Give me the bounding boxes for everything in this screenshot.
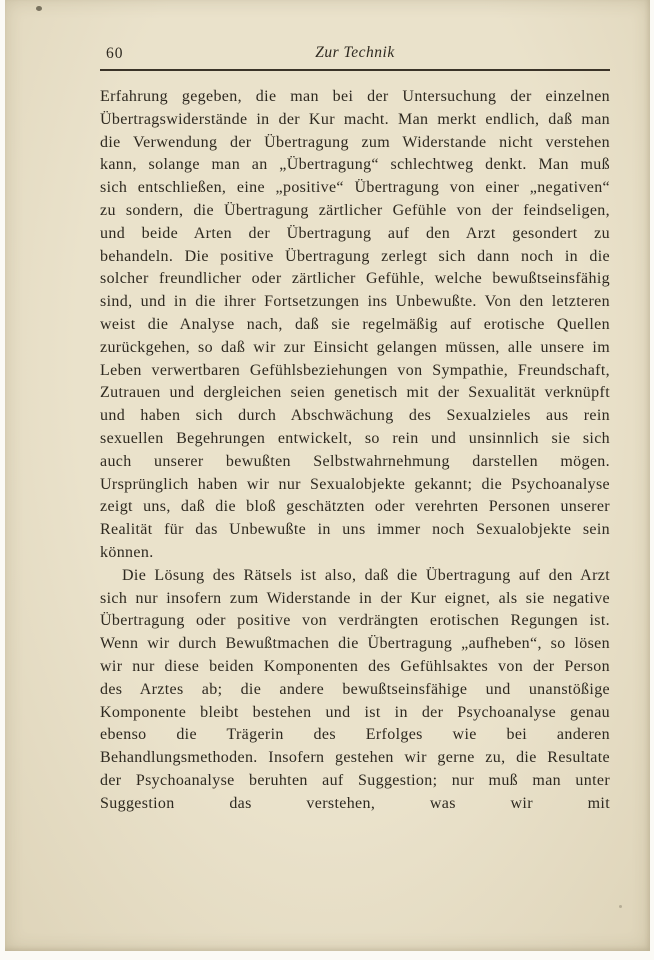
paragraph: Die Lösung des Rätsels ist also, daß die Übertragung auf den Arzt sich nur insofern zum Widerstande in der Kur eignet, als sie negative Übertragung oder positive von verdrängten erotischen Regungen ist. Wenn wir durch Bewußtmachen die Übertragung „aufheben“, so lösen wir nur diese beiden Komponenten des Gefühlsaktes von der Person des Arztes ab; die andere bewußtseinsfähige und unanstößige Komponente bleibt bestehen und ist in der Psychoanalyse genau ebenso die Trägerin des Erfolges wie bei anderen Behandlungsmethoden. Insofern gestehen wir gerne zu, die Resultate der Psychoanalyse beruhten auf Suggestion; nur muß man unter Suggestion das verstehen, was wir mit <box>100 566 610 812</box>
paragraph: Erfahrung gegeben, die man bei der Untersuchung der einzelnen Übertragswiderstände in der Kur macht. Man merkt endlich, daß man die Verwendung der Übertragung zum Widerstande nicht verstehen kann, solange man an „Übertragung“ schlechtweg denkt. Man muß sich entschließen, eine „positive“ Übertragung von einer „negativen“ zu sondern, die Übertragung zärtlicher Gefühle von der feindseligen, und beide Arten der Übertragung auf den Arzt gesondert zu behandeln. Die positive Übertragung zerlegt sich dann noch in die solcher freundlicher oder zärtlicher Gefühle, welche bewußtseinsfähig sind, und in die ihrer Fortsetzungen ins Unbewußte. Von den letzteren weist die Analyse nach, daß sie regelmäßig auf erotische Quellen zurückgehen, so daß wir zur Einsicht gelangen müssen, alle unsere im Leben verwertbaren Gefühlsbeziehungen von Sympathie, Freundschaft, Zutrauen und dergleichen seien genetisch mit der Sexualität verknüpft und haben sich durch Abschwächung des Sexualzieles aus rein sexuellen Begehrungen entwickelt, so rein und unsinnlich sie sich auch unserer bewußten Selbstwahrnehmung darstellen mögen. Ursprünglich haben wir nur Sexualobjekte gekannt; die Psychoanalyse zeigt uns, daß die bloß geschätzten oder verehrten Personen unserer Realität für das Unbewußte in uns immer noch Sexualobjekte sein können. <box>100 88 610 561</box>
header-rule <box>100 69 610 71</box>
scan-artifact <box>36 6 42 11</box>
page-content <box>100 44 610 816</box>
page-number: 60 <box>106 45 124 62</box>
paper-background <box>5 0 650 951</box>
scan-artifact <box>619 905 622 908</box>
body-text <box>100 86 610 816</box>
running-title: Zur Technik <box>315 44 395 61</box>
page-header <box>100 44 610 68</box>
